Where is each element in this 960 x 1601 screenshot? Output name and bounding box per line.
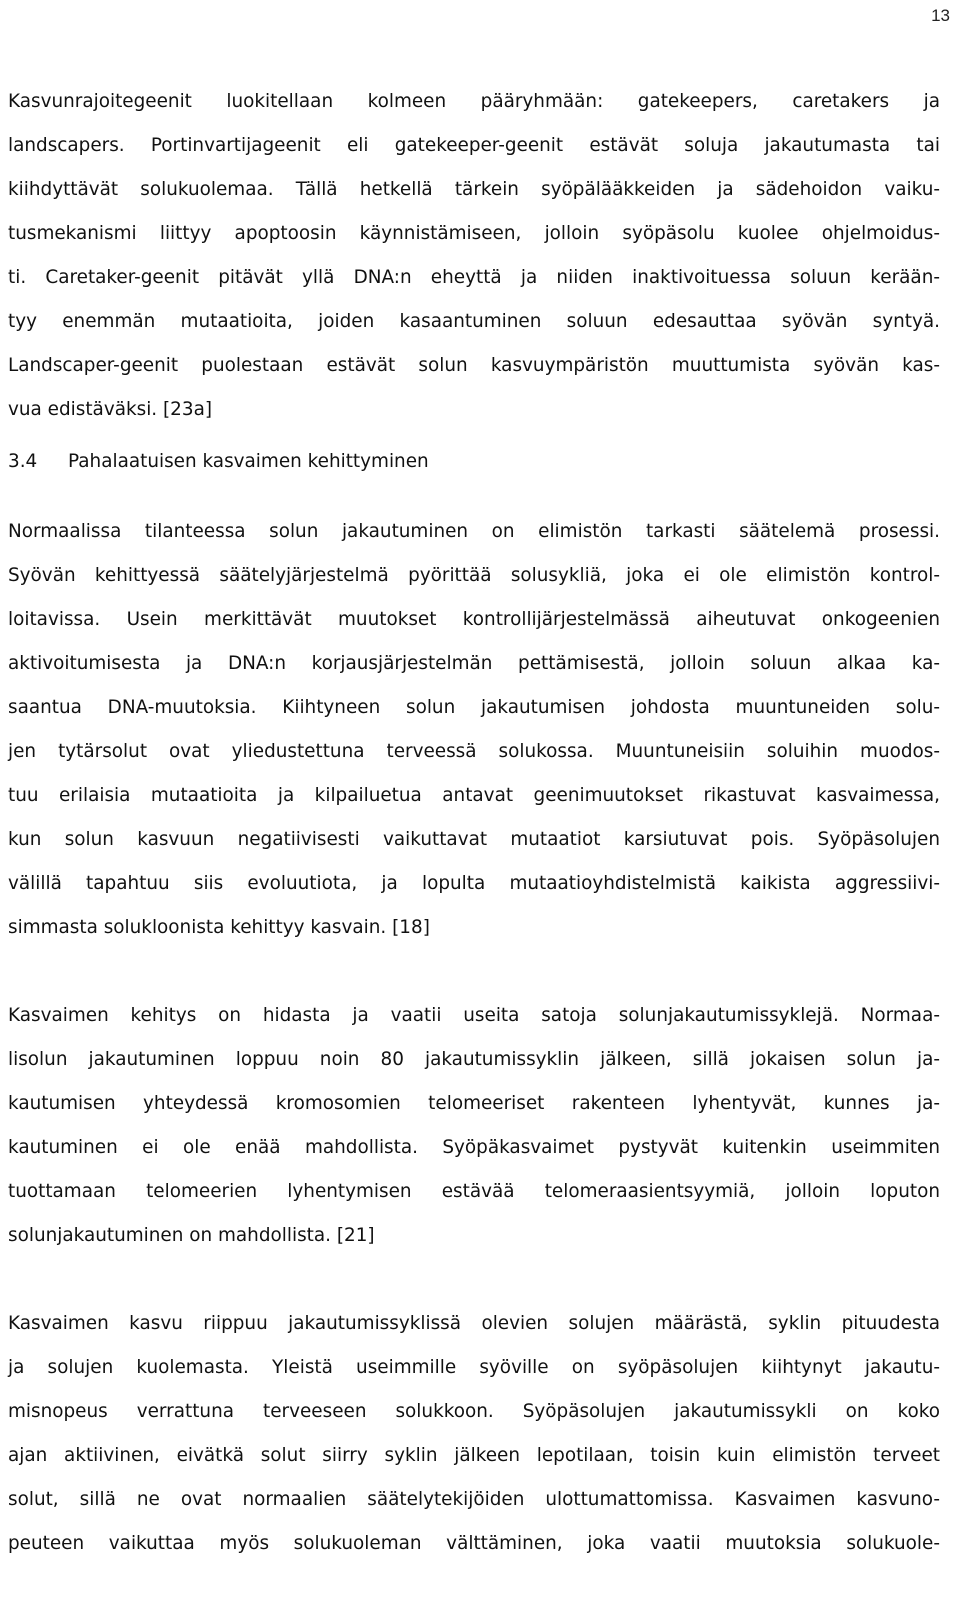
text-line: Landscaper-geenit puolestaan estävät solun kasvuympäristön muuttumista syövän kas- (8, 355, 940, 376)
text-line: solut, sillä ne ovat normaalien säätelytekijöiden ulottumattomissa. Kasvaimen kasvuno- (8, 1489, 940, 1510)
text-line: loitavissa. Usein merkittävät muutokset kontrollijärjestelmässä aiheutuvat onkogeenien (8, 609, 940, 630)
text-line: saantua DNA-muutoksia. Kiihtyneen solun jakautumisen johdosta muuntuneiden solu- (8, 697, 940, 718)
text-line: landscapers. Portinvartijageenit eli gatekeeper-geenit estävät soluja jakautumasta tai (8, 135, 940, 156)
paragraph-gene-classes (8, 80, 940, 432)
text-line: kiihdyttävät solukuolemaa. Tällä hetkellä tärkein syöpälääkkeiden ja sädehoidon vaiku- (8, 179, 940, 200)
section-title: Pahalaatuisen kasvaimen kehittyminen (68, 451, 429, 472)
text-line: Kasvunrajoitegeenit luokitellaan kolmeen pääryhmään: gatekeepers, caretakers ja (8, 91, 940, 112)
paragraph-normal-division (8, 510, 940, 950)
text-line: lisolun jakautuminen loppuu noin 80 jakautumissyklin jälkeen, sillä jokaisen solun ja- (8, 1049, 940, 1070)
text-line: kautumisen yhteydessä kromosomien telomeeriset rakenteen lyhentyvät, kunnes ja- (8, 1093, 940, 1114)
text-line: vua edistäväksi. [23a] (8, 399, 213, 420)
text-line: tusmekanismi liittyy apoptoosin käynnistämiseen, jolloin syöpäsolu kuolee ohjelmoidus- (8, 223, 940, 244)
text-line: peuteen vaikuttaa myös solukuoleman välttäminen, joka vaatii muutoksia solukuole- (8, 1533, 940, 1554)
paragraph-telomeres (8, 994, 940, 1258)
text-line: solunjakautuminen on mahdollista. [21] (8, 1225, 375, 1246)
section-heading (8, 440, 940, 484)
text-line: misnopeus verrattuna terveeseen solukkoon. Syöpäsolujen jakautumissykli on koko (8, 1401, 940, 1422)
page-number: 13 (931, 6, 950, 25)
text-line: jen tytärsolut ovat yliedustettuna terveessä solukossa. Muuntuneisiin soluihin muodos- (8, 741, 940, 762)
text-line: välillä tapahtuu siis evoluutiota, ja lopulta mutaatioyhdistelmistä kaikista aggressiivi- (8, 873, 940, 894)
text-line: Normaalissa tilanteessa solun jakautuminen on elimistön tarkasti säätelemä prosessi. (8, 521, 940, 542)
text-line: ti. Caretaker-geenit pitävät yllä DNA:n eheyttä ja niiden inaktivoituessa soluun kerään- (8, 267, 940, 288)
text-line: kautuminen ei ole enää mahdollista. Syöpäkasvaimet pystyvät kuitenkin useimmiten (8, 1137, 940, 1158)
text-line: ja solujen kuolemasta. Yleistä useimmille syöville on syöpäsolujen kiihtynyt jakautu- (8, 1357, 940, 1378)
document-body (8, 80, 940, 1566)
text-line: tyy enemmän mutaatioita, joiden kasaantuminen soluun edesauttaa syövän syntyä. (8, 311, 940, 332)
text-line: Kasvaimen kehitys on hidasta ja vaatii useita satoja solunjakautumissyklejä. Normaa- (8, 1005, 940, 1026)
text-line: Syövän kehittyessä säätelyjärjestelmä pyörittää solusykliä, joka ei ole elimistön kontrol- (8, 565, 940, 586)
text-line: aktivoitumisesta ja DNA:n korjausjärjestelmän pettämisestä, jolloin soluun alkaa ka- (8, 653, 940, 674)
text-line: tuottamaan telomeerien lyhentymisen estävää telomeraasientsyymiä, jolloin loputon (8, 1181, 940, 1202)
text-line: tuu erilaisia mutaatioita ja kilpailuetua antavat geenimuutokset rikastuvat kasvaimessa, (8, 785, 940, 806)
text-line: ajan aktiivinen, eivätkä solut siirry syklin jälkeen lepotilaan, toisin kuin elimistön terveet (8, 1445, 940, 1466)
text-line: simmasta solukloonista kehittyy kasvain. [18] (8, 917, 430, 938)
text-line: Kasvaimen kasvu riippuu jakautumissyklissä olevien solujen määrästä, syklin pituudesta (8, 1313, 940, 1334)
paragraph-tumor-growth (8, 1302, 940, 1566)
text-line: kun solun kasvuun negatiivisesti vaikuttavat mutaatiot karsiutuvat pois. Syöpäsolujen (8, 829, 940, 850)
section-number: 3.4 (8, 451, 38, 472)
